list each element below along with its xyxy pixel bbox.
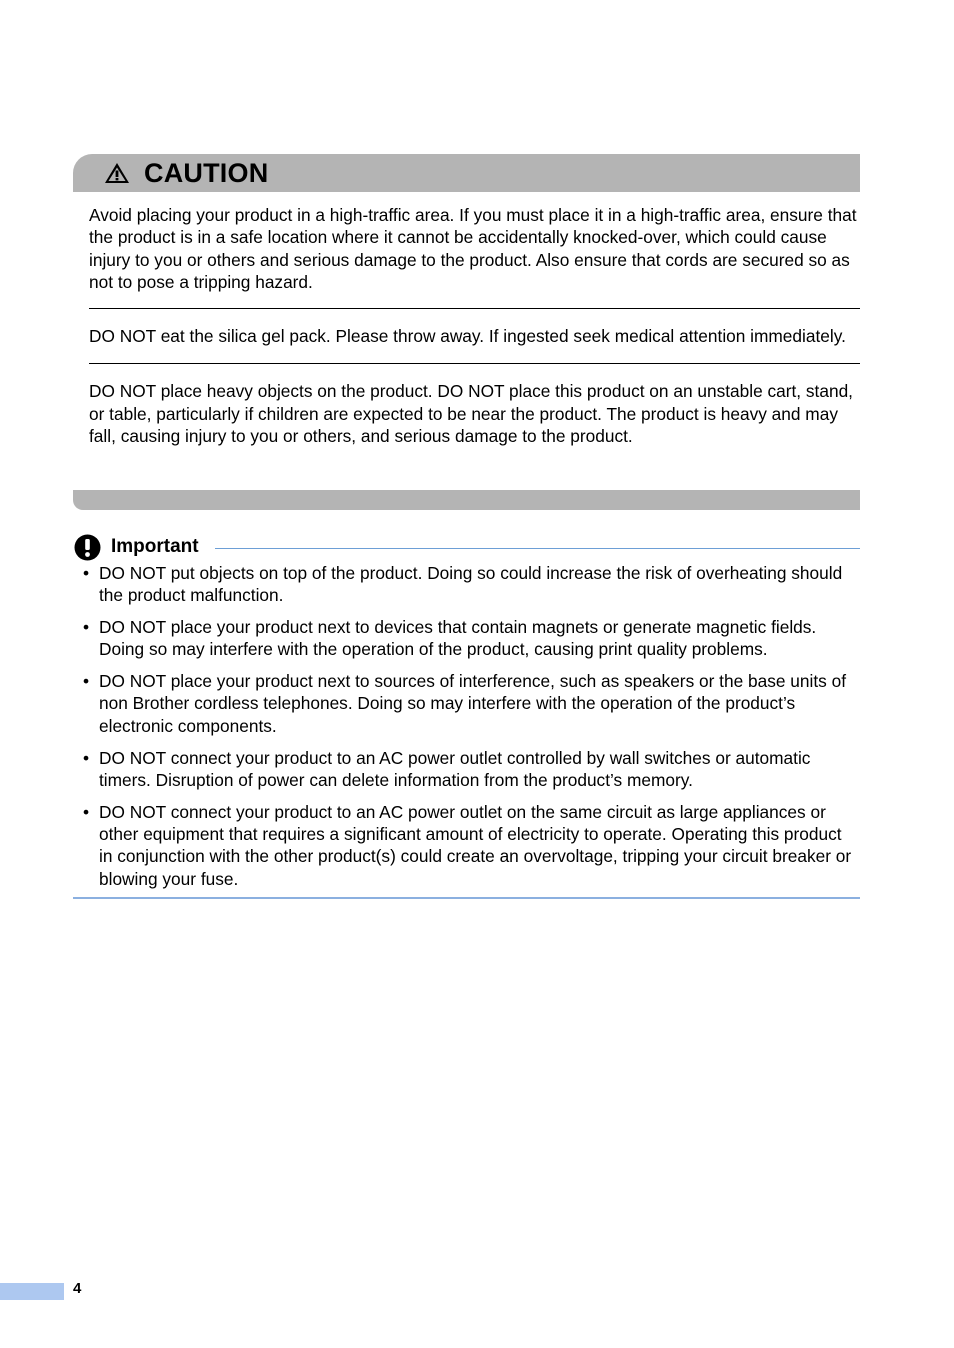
list-item (73, 562, 859, 607)
bullet: • (83, 747, 90, 768)
important-rule (215, 548, 860, 549)
caution-paragraph: DO NOT eat the silica gel pack. Please throw away. If ingested seek medical attention immediately. (89, 326, 846, 347)
caution-paragraph: DO NOT place heavy objects on the product. DO NOT place this product on an unstable cart, stand, or table, particularly if children are expected to be near the product. The product is heavy and may fall, causing injury to you or others, and serious damage to the product. (89, 381, 853, 447)
list-item (73, 616, 859, 661)
bullet: • (83, 563, 90, 583)
warning-triangle-icon (104, 162, 130, 184)
exclamation-circle-icon (74, 534, 101, 561)
page-number: 4 (73, 1280, 82, 1297)
list-item-text: DO NOT put objects on top of the product. Doing so could increase the risk of overheating should the product malfunction. (99, 563, 843, 606)
caution-paragraph: Avoid placing your product in a high-traffic area. If you must place it in a high-traffic area, ensure that the product is in a safe location where it cannot be accidentally knocked-over, which could cause injury to you or others and serious damage to the product. Also ensure that cords are secured so as not to pose a tripping hazard. (89, 205, 857, 292)
list-item (73, 801, 859, 890)
caution-header (73, 154, 860, 192)
page-tab (0, 1283, 64, 1300)
list-item-text: DO NOT place your product next to sources of interference, such as speakers or the base units of non Brother cordless telephones. Doing so may interfere with the operation of the product’s electronic components. (99, 671, 846, 736)
caution-footer-band (73, 490, 860, 510)
list-item-text: DO NOT place your product next to devices that contain magnets or generate magnetic fields. Doing so may interfere with the operation of the product, causing print quality problems. (99, 617, 817, 660)
important-title: Important (111, 536, 199, 557)
important-section (73, 534, 860, 899)
list-item-text: DO NOT connect your product to an AC power outlet on the same circuit as large appliances or other equipment that requires a significant amount of electricity to operate. Operating this product in conjunction with the other product(s) could create an overvoltage, tripping your circuit breaker or blowing your fuse. (99, 801, 852, 889)
bullet: • (83, 801, 90, 822)
important-list (73, 562, 860, 890)
bullet: • (83, 617, 90, 638)
caution-box (73, 154, 860, 464)
list-item-text: DO NOT connect your product to an AC power outlet controlled by wall switches or automatic timers. Disruption of power can delete information from the product’s memory. (99, 747, 811, 790)
bullet: • (83, 671, 90, 692)
important-header (73, 534, 860, 560)
list-item (73, 747, 859, 792)
important-bottom-rule (73, 897, 860, 899)
list-item (73, 670, 859, 737)
caution-title: CAUTION (144, 157, 269, 188)
